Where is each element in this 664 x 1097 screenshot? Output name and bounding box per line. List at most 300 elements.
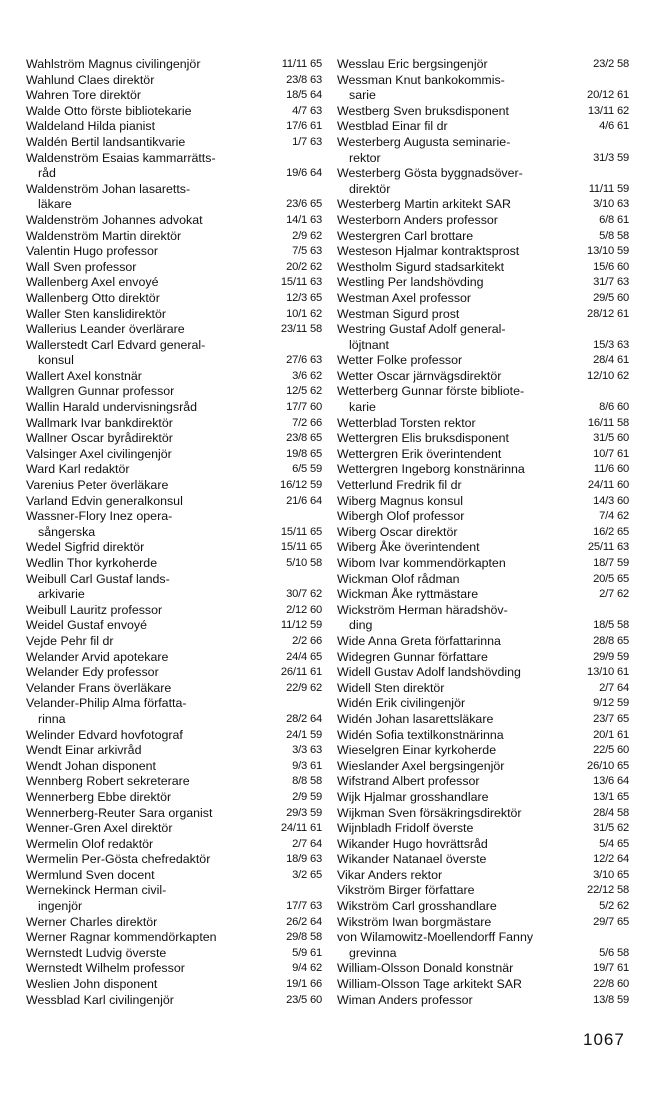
- entry-name: Wennerberg Ebbe direktör: [26, 789, 172, 804]
- index-entry: [337, 275, 629, 291]
- entry-date: 15/3 63: [593, 338, 629, 351]
- index-entry: [337, 307, 629, 323]
- entry-name: Waldén Bertil landsantikvarie: [26, 134, 186, 149]
- entry-date: 17/7 63: [286, 900, 322, 913]
- entry-name: Widegren Gunnar författare: [337, 649, 488, 664]
- entry-name-line: Wickström Herman häradshöv-: [337, 602, 508, 617]
- entry-date: 8/8 58: [292, 775, 322, 788]
- entry-name-line: karie: [349, 400, 376, 415]
- entry-date: 29/7 65: [593, 915, 629, 928]
- entry-name: Wijkman Sven försäkringsdirektör: [337, 805, 522, 820]
- entry-date: 11/12 59: [280, 619, 322, 632]
- entry-date: 2/7 64: [292, 837, 322, 850]
- entry-name: Wedel Sigfrid direktör: [26, 540, 145, 555]
- index-entry: [26, 494, 322, 510]
- entry-date: 13/10 61: [587, 666, 629, 679]
- entry-date: 11/6 60: [593, 463, 629, 476]
- index-entry: [337, 556, 629, 572]
- entry-name: Widén Johan lasarettsläkare: [337, 711, 494, 726]
- entry-date: 23/11 58: [280, 323, 322, 336]
- entry-date: 2/12 60: [286, 603, 322, 616]
- entry-date: 7/5 63: [292, 245, 322, 258]
- entry-name: Wahlström Magnus civilingenjör: [26, 57, 201, 71]
- entry-date: 7/4 62: [599, 510, 629, 523]
- entry-date: 13/8 59: [593, 993, 629, 1006]
- entry-name: Wermelin Olof redaktör: [26, 836, 154, 851]
- entry-name: [337, 166, 629, 197]
- index-entry: [26, 431, 322, 447]
- index-entry: [337, 650, 629, 666]
- entry-name: Westergren Carl brottare: [337, 228, 474, 243]
- entry-name: Wide Anna Greta författarinna: [337, 633, 501, 648]
- entry-date: 29/3 59: [286, 806, 322, 819]
- entry-date: 24/4 65: [286, 650, 322, 663]
- entry-date: 15/11 65: [280, 525, 322, 538]
- index-entry: [337, 166, 629, 197]
- index-entry: [26, 759, 322, 775]
- entry-name-line: läkare: [38, 197, 72, 212]
- entry-date: 24/11 61: [280, 822, 322, 835]
- index-entry: [337, 899, 629, 915]
- entry-date: 23/8 63: [286, 73, 322, 86]
- entry-name: Velander Frans överläkare: [26, 680, 172, 695]
- entry-name: [26, 572, 322, 603]
- entry-date: 5/4 65: [599, 837, 629, 850]
- entry-date: 31/7 63: [593, 276, 629, 289]
- entry-name: Wall Sven professor: [26, 259, 137, 274]
- index-entry: [337, 790, 629, 806]
- entry-date: 24/11 60: [587, 479, 629, 492]
- entry-name: Wieslander Axel bergsingenjör: [337, 758, 505, 773]
- entry-name: Wallgren Gunnar professor: [26, 384, 175, 399]
- index-entry: [337, 728, 629, 744]
- index-entry: [26, 104, 322, 120]
- entry-name-line: Westring Gustaf Adolf general-: [337, 322, 506, 337]
- entry-name: Wennberg Robert sekreterare: [26, 774, 190, 789]
- entry-date: 19/8 65: [286, 447, 322, 460]
- entry-name: Wermlund Sven docent: [26, 867, 155, 882]
- entry-date: 5/6 58: [599, 946, 629, 959]
- entry-name: William-Olsson Tage arkitekt SAR: [337, 977, 522, 992]
- entry-name-line: Wessman Knut bankokommis-: [337, 72, 505, 87]
- entry-name: Vejde Pehr fil dr: [26, 633, 114, 648]
- entry-name: Wikander Hugo hovrättsråd: [337, 836, 488, 851]
- entry-name: Wettergren Erik överintendent: [337, 446, 502, 461]
- index-entry: [337, 806, 629, 822]
- entry-date: 16/12 59: [280, 479, 322, 492]
- entry-name-line: Waldenström Johan lasaretts-: [26, 181, 191, 196]
- entry-name: Wernstedt Wilhelm professor: [26, 961, 185, 976]
- index-entry: [26, 384, 322, 400]
- entry-name: Wiberg Magnus konsul: [337, 493, 464, 508]
- entry-date: 17/7 60: [286, 401, 322, 414]
- entry-date: 3/10 65: [593, 868, 629, 881]
- index-entry: [26, 852, 322, 868]
- entry-name: Wetter Folke professor: [337, 353, 463, 368]
- entry-date: 23/8 65: [286, 432, 322, 445]
- entry-name-line: Waldenström Esaias kammarrätts-: [26, 150, 216, 165]
- entry-date: 3/3 63: [292, 744, 322, 757]
- entry-name: [26, 883, 322, 914]
- entry-date: 20/1 61: [593, 728, 629, 741]
- entry-date: 13/1 65: [593, 790, 629, 803]
- entry-date: 3/2 65: [292, 868, 322, 881]
- entry-name: Widell Sten direktör: [337, 680, 445, 695]
- entry-name: Wahlund Claes direktör: [26, 72, 155, 87]
- entry-name: Wendt Johan disponent: [26, 758, 156, 773]
- right-column: [337, 57, 629, 1008]
- entry-name: Wedlin Thor kyrkoherde: [26, 556, 158, 570]
- entry-name-line: Westerberg Gösta byggnadsöver-: [337, 166, 523, 181]
- index-entry: [26, 572, 322, 603]
- entry-name: Varenius Peter överläkare: [26, 478, 169, 493]
- index-entry: [26, 868, 322, 884]
- entry-date: 10/7 61: [593, 447, 629, 460]
- index-entry: [26, 307, 322, 323]
- index-entry: [337, 587, 629, 603]
- entry-name: Wiberg Oscar direktör: [337, 524, 458, 539]
- entry-date: 23/5 60: [286, 993, 322, 1006]
- entry-name: Welinder Edvard hovfotograf: [26, 727, 183, 742]
- entry-date: 30/7 62: [286, 588, 322, 601]
- entry-name: Waller Sten kanslidirektör: [26, 306, 167, 321]
- entry-date: 23/7 65: [593, 712, 629, 725]
- entry-date: 13/11 62: [587, 104, 629, 117]
- index-entry: [337, 525, 629, 541]
- entry-name: Wallert Axel konstnär: [26, 368, 142, 383]
- index-entry: [26, 556, 322, 572]
- entry-name: Westman Sigurd prost: [337, 306, 460, 321]
- entry-name: Vikström Birger författare: [337, 883, 475, 898]
- index-entry: [337, 915, 629, 931]
- index-entry: [337, 868, 629, 884]
- entry-date: 20/5 65: [593, 572, 629, 585]
- index-entry: [26, 837, 322, 853]
- index-entry: [26, 119, 322, 135]
- index-entry: [337, 244, 629, 260]
- entry-date: 15/11 63: [280, 276, 322, 289]
- entry-name: Widell Gustav Adolf landshövding: [337, 665, 521, 680]
- entry-date: 11/11 65: [281, 58, 322, 70]
- entry-date: 28/4 58: [593, 806, 629, 819]
- entry-name: Waldenström Johannes advokat: [26, 212, 203, 227]
- index-entry: [337, 837, 629, 853]
- entry-date: 18/5 58: [593, 619, 629, 632]
- entry-date: 5/8 58: [599, 229, 629, 242]
- index-entry: [26, 618, 322, 634]
- entry-name-line: råd: [38, 166, 56, 181]
- entry-date: 3/10 63: [593, 198, 629, 211]
- index-entry: [337, 462, 629, 478]
- entry-name: Walde Otto förste bibliotekarie: [26, 103, 192, 118]
- index-entry: [337, 447, 629, 463]
- entry-name: Wessblad Karl civilingenjör: [26, 992, 174, 1007]
- entry-date: 4/7 63: [292, 104, 322, 117]
- entry-name-line: konsul: [38, 353, 74, 368]
- entry-name: Wesslau Eric bergsingenjör: [337, 57, 488, 71]
- index-entry: [337, 852, 629, 868]
- entry-name: [337, 930, 629, 961]
- entry-date: 1/7 63: [292, 135, 322, 148]
- entry-date: 20/2 62: [286, 260, 322, 273]
- index-entry: [26, 930, 322, 946]
- index-entry: [26, 73, 322, 89]
- entry-date: 26/11 61: [280, 666, 322, 679]
- entry-name: Wiman Anders professor: [337, 992, 473, 1007]
- index-entry: [26, 151, 322, 182]
- index-entry: [26, 728, 322, 744]
- entry-name: Wibom Ivar kommendörkapten: [337, 556, 506, 570]
- entry-name: Weslien John disponent: [26, 977, 158, 992]
- entry-name-line: Wernekinck Herman civil-: [26, 883, 167, 898]
- entry-date: 18/9 63: [286, 853, 322, 866]
- entry-date: 19/1 66: [286, 978, 322, 991]
- entry-name-line: rinna: [38, 711, 66, 726]
- entry-name: Widén Erik civilingenjör: [337, 696, 466, 711]
- index-entry: [26, 790, 322, 806]
- entry-name: Wallner Oscar byrådirektör: [26, 431, 173, 446]
- index-entry: [337, 572, 629, 588]
- index-entry: [337, 821, 629, 837]
- entry-date: 2/9 62: [292, 229, 322, 242]
- entry-name: Wettergren Ingeborg konstnärinna: [337, 462, 525, 477]
- index-entry: [337, 57, 629, 73]
- index-entry: [337, 431, 629, 447]
- index-entry: [26, 462, 322, 478]
- entry-date: 15/6 60: [593, 260, 629, 273]
- entry-name: Westling Per landshövding: [337, 275, 484, 290]
- index-entry: [26, 478, 322, 494]
- entry-date: 28/8 65: [593, 634, 629, 647]
- entry-name: Vikar Anders rektor: [337, 867, 443, 882]
- index-entry: [26, 977, 322, 993]
- entry-date: 23/6 65: [286, 198, 322, 211]
- index-entry: [337, 977, 629, 993]
- index-entry: [337, 961, 629, 977]
- index-entry: [26, 883, 322, 914]
- page-number: 1067: [583, 1030, 625, 1049]
- entry-date: 12/5 62: [286, 385, 322, 398]
- entry-date: 21/6 64: [286, 494, 322, 507]
- entry-name: Weibull Lauritz professor: [26, 602, 163, 617]
- entry-name: Welander Edy professor: [26, 665, 159, 680]
- entry-name: William-Olsson Donald konstnär: [337, 961, 514, 976]
- index-entry: [26, 260, 322, 276]
- entry-date: 14/3 60: [593, 494, 629, 507]
- entry-name: Wikström Carl grosshandlare: [337, 899, 497, 914]
- index-entry: [337, 213, 629, 229]
- entry-name: Wendt Einar arkivråd: [26, 743, 142, 758]
- entry-name: Wernstedt Ludvig överste: [26, 945, 167, 960]
- entry-name-line: arkivarie: [38, 587, 85, 602]
- entry-name: Westblad Einar fil dr: [337, 119, 448, 134]
- index-entry: [337, 260, 629, 276]
- entry-name-line: Wassner-Flory Inez opera-: [26, 509, 173, 524]
- entry-date: 13/10 59: [587, 245, 629, 258]
- entry-date: 19/6 64: [286, 167, 322, 180]
- entry-date: 29/5 60: [593, 291, 629, 304]
- entry-name-line: Weibull Carl Gustaf lands-: [26, 571, 170, 586]
- index-entry: [337, 119, 629, 135]
- entry-date: 23/2 58: [593, 58, 629, 70]
- entry-date: 22/5 60: [593, 744, 629, 757]
- entry-name: Waldenström Martin direktör: [26, 228, 182, 243]
- entry-name: Waldeland Hilda pianist: [26, 119, 156, 134]
- entry-name: Wickman Olof rådman: [337, 571, 460, 586]
- index-entry: [337, 478, 629, 494]
- index-entry: [337, 229, 629, 245]
- index-entry: [26, 291, 322, 307]
- entry-name: Westerborn Anders professor: [337, 212, 498, 227]
- index-entry: [26, 322, 322, 338]
- entry-date: 22/8 60: [593, 978, 629, 991]
- index-entry: [26, 213, 322, 229]
- entry-name: Valentin Hugo professor: [26, 244, 159, 259]
- entry-name: Wenner-Gren Axel direktör: [26, 821, 173, 836]
- entry-name-line: Wetterberg Gunnar förste bibliote-: [337, 384, 525, 399]
- entry-date: 2/7 62: [599, 588, 629, 601]
- index-entry: [26, 338, 322, 369]
- entry-name-line: sarie: [349, 88, 376, 103]
- entry-name: Wetterblad Torsten rektor: [337, 415, 476, 430]
- entry-name-line: ding: [349, 618, 373, 633]
- entry-date: 12/3 65: [286, 291, 322, 304]
- entry-date: 9/3 61: [292, 759, 322, 772]
- entry-name: Wiberg Åke överintendent: [337, 540, 480, 555]
- entry-name-line: sångerska: [38, 524, 96, 539]
- entry-name: Wifstrand Albert professor: [337, 774, 480, 789]
- entry-name-line: direktör: [349, 181, 391, 196]
- entry-name: Westeson Hjalmar kontraktsprost: [337, 244, 520, 259]
- entry-date: 26/2 64: [286, 915, 322, 928]
- index-entry: [337, 993, 629, 1009]
- entry-date: 28/4 61: [593, 354, 629, 367]
- entry-date: 13/6 64: [593, 775, 629, 788]
- left-column: [26, 57, 322, 1008]
- entry-date: 29/9 59: [593, 650, 629, 663]
- entry-date: 8/6 60: [599, 401, 629, 414]
- index-entry: [337, 712, 629, 728]
- index-entry: [337, 540, 629, 556]
- entry-name: Westberg Sven bruksdisponent: [337, 103, 509, 118]
- entry-date: 16/11 58: [587, 416, 629, 429]
- index-entry: [337, 634, 629, 650]
- entry-date: 28/12 61: [587, 307, 629, 320]
- entry-name: [337, 603, 629, 634]
- entry-name: [337, 322, 629, 353]
- entry-name: Wallerius Leander överlärare: [26, 322, 185, 337]
- entry-date: 31/5 60: [593, 432, 629, 445]
- index-entry: [26, 57, 322, 73]
- index-entry: [26, 447, 322, 463]
- index-entry: [337, 774, 629, 790]
- index-entry: [26, 540, 322, 556]
- index-entry: [26, 665, 322, 681]
- index-entry: [26, 369, 322, 385]
- entry-date: 6/5 59: [292, 463, 322, 476]
- entry-name: Wikström Iwan borgmästare: [337, 914, 492, 929]
- entry-date: 15/11 65: [280, 541, 322, 554]
- entry-date: 9/12 59: [593, 697, 629, 710]
- index-entry: [337, 73, 629, 104]
- entry-date: 7/2 66: [292, 416, 322, 429]
- index-entry: [26, 634, 322, 650]
- index-entry: [337, 291, 629, 307]
- entry-name: Wettergren Elis bruksdisponent: [337, 431, 509, 446]
- entry-date: 31/3 59: [593, 151, 629, 164]
- index-entry: [26, 182, 322, 213]
- index-entry: [337, 322, 629, 353]
- index-entry: [26, 229, 322, 245]
- entry-name: Wahren Tore direktör: [26, 88, 142, 103]
- index-entry: [26, 946, 322, 962]
- index-entry: [337, 665, 629, 681]
- entry-date: 5/2 62: [599, 900, 629, 913]
- entry-name: Wieselgren Einar kyrkoherde: [337, 743, 497, 758]
- entry-name: [337, 73, 629, 104]
- index-entry: [26, 681, 322, 697]
- index-entry: [26, 774, 322, 790]
- entry-name: [26, 696, 322, 727]
- entry-name: Wijk Hjalmar grosshandlare: [337, 789, 489, 804]
- entry-name: Wallin Harald undervisningsråd: [26, 400, 198, 415]
- entry-name: Wibergh Olof professor: [337, 509, 465, 524]
- entry-name-line: grevinna: [349, 945, 397, 960]
- entry-name: [26, 338, 322, 369]
- entry-name: Werner Charles direktör: [26, 914, 158, 929]
- entry-date: 16/2 65: [593, 525, 629, 538]
- entry-date: 27/6 63: [286, 354, 322, 367]
- index-entry: [26, 509, 322, 540]
- index-entry: [337, 353, 629, 369]
- entry-name: Westman Axel professor: [337, 290, 472, 305]
- entry-date: 19/7 61: [593, 962, 629, 975]
- entry-date: 9/4 62: [292, 962, 322, 975]
- entry-date: 22/12 58: [587, 884, 629, 897]
- index-entry: [337, 369, 629, 385]
- index-entry: [337, 883, 629, 899]
- index-entry: [26, 806, 322, 822]
- entry-date: 2/2 66: [292, 634, 322, 647]
- index-entry: [337, 681, 629, 697]
- entry-name: Wallenberg Otto direktör: [26, 290, 160, 305]
- entry-name: Wetter Oscar järnvägsdirektör: [337, 368, 502, 383]
- entry-name-line: Westerberg Augusta seminarie-: [337, 134, 511, 149]
- entry-name: Widén Sofia textilkonstnärinna: [337, 727, 504, 742]
- entry-name: Westerberg Martin arkitekt SAR: [337, 197, 511, 212]
- entry-name-line: Wallerstedt Carl Edvard general-: [26, 337, 206, 352]
- entry-name: [26, 151, 322, 182]
- entry-date: 25/11 63: [587, 541, 629, 554]
- index-entry: [26, 416, 322, 432]
- index-entry: [337, 759, 629, 775]
- entry-date: 18/7 59: [593, 557, 629, 569]
- entry-name-line: Velander-Philip Alma författa-: [26, 696, 187, 711]
- entry-name: Werner Ragnar kommendörkapten: [26, 930, 217, 945]
- entry-name: [26, 509, 322, 540]
- index-entry: [337, 135, 629, 166]
- index-entry: [26, 400, 322, 416]
- entry-date: 12/2 64: [593, 853, 629, 866]
- entry-name: Valsinger Axel civilingenjör: [26, 446, 172, 461]
- entry-date: 20/12 61: [587, 89, 629, 102]
- index-entry: [337, 416, 629, 432]
- index-entry: [26, 88, 322, 104]
- entry-date: 26/10 65: [587, 759, 629, 772]
- index-entry: [337, 384, 629, 415]
- entry-date: 5/10 58: [286, 557, 322, 569]
- entry-name: Wallmark Ivar bankdirektör: [26, 415, 173, 430]
